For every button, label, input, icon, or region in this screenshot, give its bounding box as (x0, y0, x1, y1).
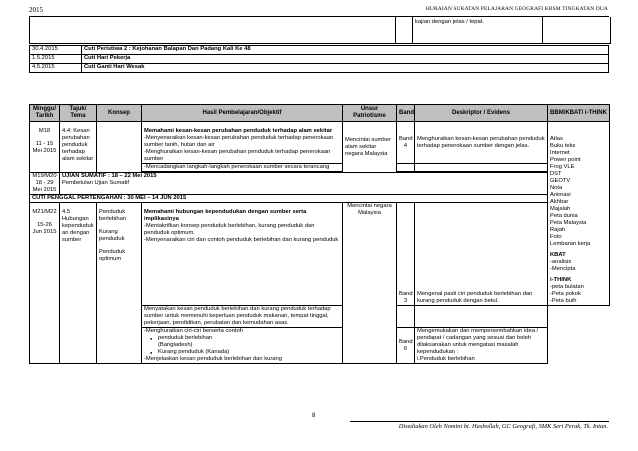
ithink-title: i-THINK (550, 277, 572, 283)
week21-hasil-main (142, 203, 343, 306)
konsep-item: Kurang penduduk (99, 229, 125, 242)
col-deskriptor: Deskriptor / Evidens (415, 105, 548, 122)
bullet-item: ● penduduk berlebihan (158, 335, 340, 342)
table-header-row (30, 105, 610, 122)
previous-page-continuation (29, 17, 609, 43)
week21-hasil-4-cell (142, 328, 343, 364)
col-minggu: Minggu/ Tarikh (30, 105, 60, 122)
bbm-item: GEOTV (550, 178, 571, 184)
ithink-item: -Peta buih (550, 298, 577, 304)
week21-tajuk: 4.5 Hubungan kependuduk an dengan sumber (60, 203, 97, 364)
week21-band6 (397, 328, 415, 364)
week21-row-a (30, 203, 610, 306)
week21-minggu-label: M21/M22 (32, 209, 57, 215)
week21-hasil-4: -Menghuraikan ciri-ciri berserta contoh (144, 328, 243, 334)
week21-deskriptor-empty (415, 306, 548, 328)
bbm-item: Buku teks (550, 143, 576, 149)
week21-band3-value: 3 (403, 298, 408, 304)
week21-hasil-2: -Menyenaraikan ciri dan contoh penduduk berlebihan dan kurang penduduk (144, 237, 339, 243)
week18-band-value: 4 (403, 142, 408, 149)
week18-hasil-1: -Menyenaraikan kesan-kesan perubahan penduduk terhadap penerokaan sumber tanih, hutan dan air (144, 135, 334, 148)
footer-credit: Disediakan Oleh Nomini bt. Hasbollah, GC Geografi, SMK Seri Perak, Tk. Intan. (398, 423, 608, 430)
week21-band3-label: Band (399, 291, 413, 297)
week21-hasil-1: -Mentakrifkan konsep penduduk berlebihan, kurang penduduk dan penduduk optimum. (144, 223, 315, 236)
bbm-item: Atlas (550, 136, 563, 142)
holiday-desc: Cuti Peristiwa 2 : Kejohanan Balapan Dan Padang Kali Ke 48 (82, 46, 609, 55)
uasa-minggu-label: M19/M20 (32, 173, 57, 179)
holiday-row (30, 55, 609, 64)
bbm-item: Peta Malaysia (550, 220, 587, 226)
col-hasil: Hasil Pembelajaran/Objektif (142, 105, 343, 122)
week21-band-empty (397, 306, 415, 328)
bbm-item: DST (550, 171, 562, 177)
week21-unsur: Mencintai negara Malaysia (343, 203, 397, 364)
holiday-row (30, 64, 609, 73)
bbm-item: Akhbar (550, 199, 569, 205)
week18-hasil-3: -Mencadangkan langkah-langkah penerokaan sumber secara terancang (142, 164, 343, 172)
footer-rule (350, 421, 609, 422)
week21-deskriptor6-text: Mengemukakan dan mempersembahkan idea / pendapat / cadangan yang sesuai dan boleh dilaksanakan untuk mengatasi masalah kependudukan : (417, 328, 539, 355)
bbm-item: Animasi (550, 192, 571, 198)
uasa-minggu (30, 173, 60, 195)
week21-deskriptor6-b: i.Penduduk berlebihan (417, 356, 475, 362)
week18-tajuk: 4.4: Kesan perubahan penduduk terhadap alam sekitar (60, 122, 97, 173)
ithink-item: -peta bulatan (550, 284, 584, 290)
week18-row-a (30, 122, 610, 164)
previous-cell-text: kajian dengan jelas / tepat. (415, 19, 484, 25)
week21-hasil-3: Menyatakan kesan penduduk berlebihan dan kurang penduduk terhadap sumber untuk memenuhi keperluan penduduk makanan, tempat tinggal, pekerjaan, pendidikan, perubatan dan kemudahan asas. (142, 306, 343, 328)
week18-hasil-main (142, 122, 343, 164)
week18-minggu (30, 122, 60, 173)
bbm-item: Majalah (550, 206, 571, 212)
bbm-item: Foto (550, 234, 562, 240)
week18-band (397, 122, 415, 164)
uasa-title: UJIAN SUMATIF : 18 – 22 Mei 2015 (62, 173, 157, 179)
uasa-tarikh: 18 - 29 Mei 2015 (32, 180, 57, 193)
week21-band6-value: 6 (403, 345, 408, 352)
cuti-penggal-text: CUTI PENGGAL PERTENGAHAN : 30 MEI – 14 JUN 2015 (30, 195, 548, 203)
konsep-item: Penduduk berlebihan (99, 209, 127, 222)
header-document-title: HURAIAN SUKATAN PELAJARAN GEOGRAFI KBSM TINGKATAN DUA (425, 6, 608, 12)
week18-konsep (97, 122, 142, 173)
bbm-item: Frog VLE (550, 164, 575, 170)
col-bbm: BBM/KBAT/ i-THINK (548, 105, 610, 122)
col-tajuk: Tajuk/ Tema (60, 105, 97, 122)
bbm-item: Internet (550, 150, 570, 156)
kbat-title: KBAT (550, 252, 566, 258)
holiday-date: 1.5.2015 (30, 55, 82, 64)
week18-deskriptor-empty (415, 164, 548, 172)
week21-tarikh-2: Jun 2015 (32, 229, 57, 235)
bbm-column (548, 122, 610, 306)
page-number: 8 (312, 413, 316, 419)
holiday-desc: Cuti Ganti Hari Wesak (82, 64, 609, 73)
kbat-item: -analisis (550, 259, 572, 265)
week18-tarikh-1: 11 - 15 (35, 141, 54, 147)
col-konsep: Konsep (97, 105, 142, 122)
holiday-row (30, 46, 609, 55)
konsep-item: Penduduk optimum (99, 249, 126, 262)
bbm-item: Nota (550, 185, 563, 191)
ithink-item: -Peta pokok (550, 291, 581, 297)
header-year: 2015 (29, 6, 43, 14)
cuti-penggal-row (30, 195, 610, 203)
week21-band6-label: Band (399, 338, 413, 345)
week21-tarikh-1: 15-26 (37, 222, 52, 228)
week21-konsep (97, 203, 142, 364)
holiday-table (29, 45, 609, 73)
week21-hasil-5: -Menjelaskan kesan penduduk berlebihan dan kurang (144, 356, 282, 362)
col-band: Band (397, 105, 415, 122)
week18-band-empty (397, 164, 415, 172)
bbm-item: Power point (550, 157, 581, 163)
lesson-plan-table (29, 104, 610, 364)
week21-band3 (397, 203, 415, 306)
bbm-item: Rajah (550, 227, 566, 233)
bullet-item: ● Kurang penduduk (Kanada) (158, 349, 340, 356)
week21-minggu (30, 203, 60, 364)
uasa-row (30, 173, 610, 195)
week18-band-label: Band (399, 135, 413, 142)
bbm-item: Peta dunia (550, 213, 578, 219)
holiday-date: 4.5.2015 (30, 64, 82, 73)
col-unsur: Unsur Patriotisme (343, 105, 397, 122)
uasa-content (60, 173, 548, 195)
holiday-date: 30.4.2015 (30, 46, 82, 55)
bbm-item: Lembaran kerja (550, 241, 591, 247)
week18-hasil-2: -Menghuraikan kesan-kesan perubahan penduduk terhadap penerokaan sumber (144, 149, 331, 162)
week18-unsur: Mencintai sumber alam sekitar negara Malaysia (343, 122, 397, 173)
bullet-sub: (Bangladesh) (158, 342, 193, 348)
uasa-sub: Pembetulan Ujian Sumatif (62, 180, 130, 186)
kbat-item: -Mencipta (550, 266, 576, 272)
holiday-desc: Cuti Hari Pekerja (82, 55, 609, 64)
week18-tarikh-2: Mei 2015 (32, 148, 57, 154)
week21-deskriptor6 (415, 328, 548, 364)
week21-bullet-list-2 (144, 349, 340, 356)
week18-hasil-title: Memahami kesan-kesan perubahan penduduk terhadap alam sekitar (144, 128, 333, 134)
week18-deskriptor: Menghuraikan kesan-kesan perubahan penduduk terhadap penerokaan sumber dengan jelas. (415, 122, 548, 164)
week21-deskriptor3: Mengenal pasti ciri penduduk berlebihan dan kurang penduduk dengan betul. (415, 203, 548, 306)
week21-hasil-title: Memahami hubungan kependudukan dengan sumber serta implikasinya (144, 209, 307, 222)
week18-minggu-label: M18 (38, 128, 51, 134)
week21-bullet-list (144, 335, 340, 342)
